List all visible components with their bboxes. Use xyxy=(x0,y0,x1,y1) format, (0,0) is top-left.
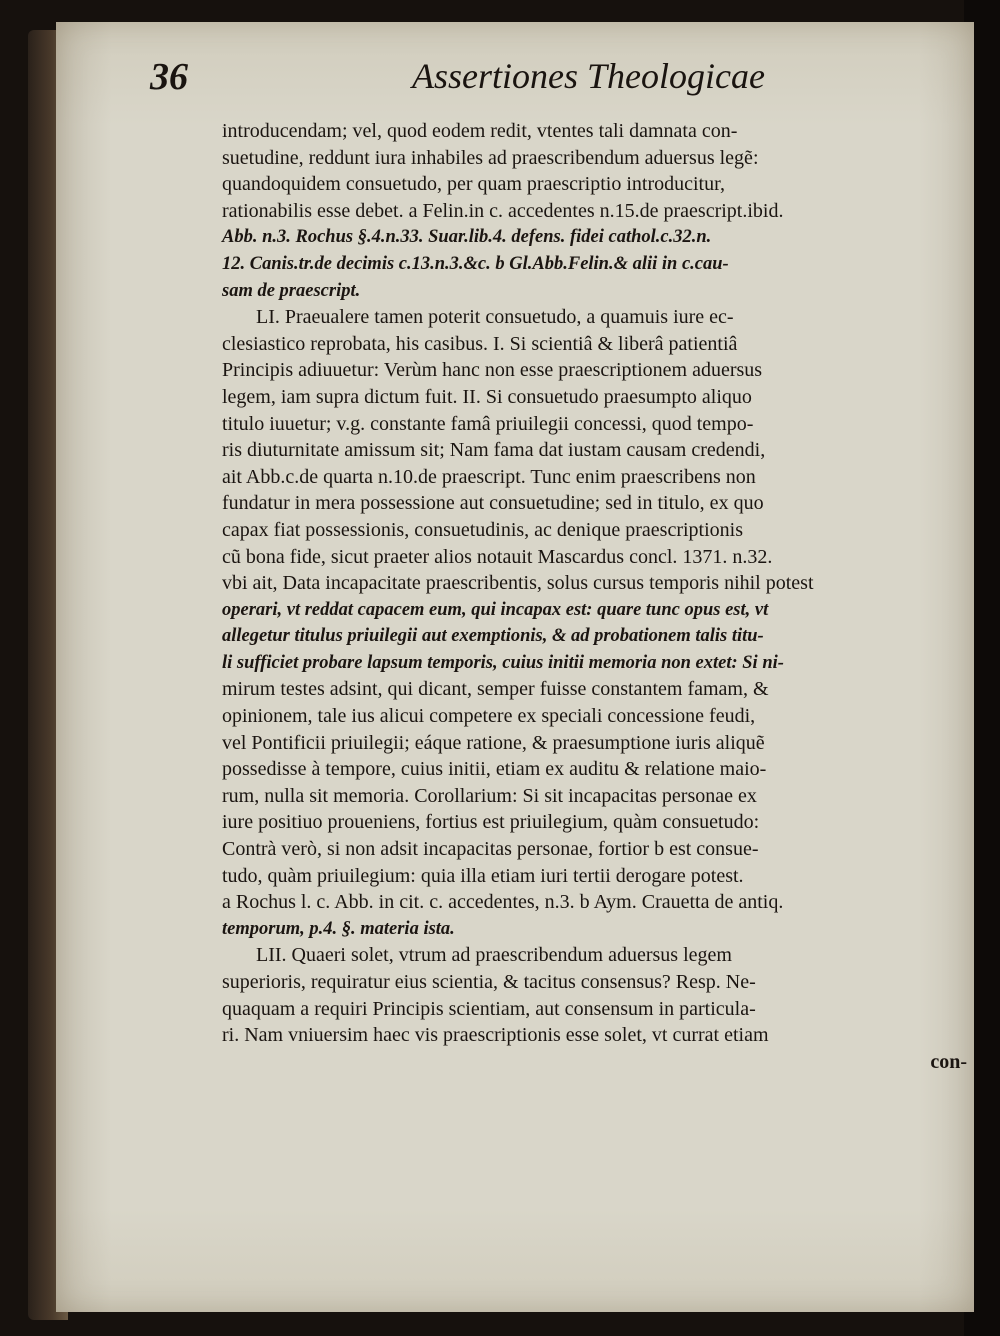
text-line: ait Abb.c.de quarta n.10.de praescript. Tunc enim praescribens non xyxy=(222,465,756,488)
text-line: capax fiat possessionis, consuetudinis, ac denique praescriptionis xyxy=(222,518,743,541)
text-line: possedisse à tempore, cuius initii, etiam ex auditu & relatione maio- xyxy=(222,758,767,781)
text-line: Principis adiuuetur: Verùm hanc non esse praescriptionem aduersus xyxy=(222,359,763,382)
text-line: titulo iuuetur; v.g. constante famâ priuilegii concessi, quod tempo- xyxy=(222,412,754,435)
text-line: rum, nulla sit memoria. Corollarium: Si sit incapacitas personae ex xyxy=(222,784,757,807)
text-line: cũ bona fide, sicut praeter alios notauit Mascardus concl. 1371. n.32. xyxy=(222,545,773,568)
text-line: suetudine, reddunt iura inhabiles ad praescribendum aduersus legẽ: xyxy=(222,146,759,169)
text-line: ri. Nam vniuersim haec vis praescriptionis esse solet, vt currat etiam xyxy=(222,1024,769,1047)
catchword: con- xyxy=(930,1050,967,1073)
page-header xyxy=(150,55,950,105)
text-line: LI. Praeualere tamen poterit consuetudo, a quamuis iure ec- xyxy=(256,306,734,329)
text-line: fundatur in mera possessione aut consuetudine; sed in titulo, ex quo xyxy=(222,492,764,515)
text-line: quandoquidem consuetudo, per quam praescriptio introducitur, xyxy=(222,173,725,196)
text-line: 12. Canis.tr.de decimis c.13.n.3.&c. b Gl.Abb.Felin.& alii in c.cau- xyxy=(222,253,729,274)
text-line: mirum testes adsint, qui dicant, semper fuisse constantem famam, & xyxy=(222,678,769,701)
text-line: ris diuturnitate amissum sit; Nam fama dat iustam causam credendi, xyxy=(222,439,766,462)
text-line: Abb. n.3. Rochus §.4.n.33. Suar.lib.4. defens. fidei cathol.c.32.n. xyxy=(222,227,712,248)
text-line: superioris, requiratur eius scientia, & tacitus consensus? Resp. Ne- xyxy=(222,971,756,993)
text-line: a Rochus l. c. Abb. in cit. c. accedentes, n.3. b Aym. Crauetta de antiq. xyxy=(222,891,784,914)
text-line: iure positiuo proueniens, fortius est priuilegium, quàm consuetudo: xyxy=(222,811,760,834)
text-line: temporum, p.4. §. materia ista. xyxy=(222,918,455,939)
page-number: 36 xyxy=(150,56,188,98)
body-text xyxy=(222,118,967,1075)
text-line: opinionem, tale ius alicui competere ex speciali concessione feudi, xyxy=(222,705,756,728)
text-line: quaquam a requiri Principis scientiam, aut consensum in particula- xyxy=(222,997,756,1020)
text-line: allegetur titulus priuilegii aut exemptionis, & ad probationem talis titu- xyxy=(222,626,764,647)
text-line: rationabilis esse debet. a Felin.in c. accedentes n.15.de praescript.ibid. xyxy=(222,199,784,222)
text-line: LII. Quaeri solet, vtrum ad praescribendum aduersus legem xyxy=(256,944,732,967)
text-line: sam de praescript. xyxy=(222,280,361,301)
text-line: legem, iam supra dictum fuit. II. Si consuetudo praesumpto aliquo xyxy=(222,385,752,408)
text-line: vbi ait, Data incapacitate praescribentis, solus cursus temporis nihil potest xyxy=(222,572,814,595)
text-line: operari, vt reddat capacem eum, qui incapax est: quare tunc opus est, vt xyxy=(222,599,769,620)
text-line: li sufficiet probare lapsum temporis, cuius initii memoria non extet: Si ni- xyxy=(222,652,784,673)
text-line: vel Pontificii priuilegii; eáque ratione, & praesumptione iuris aliquẽ xyxy=(222,731,765,754)
running-head: Assertiones Theologicae xyxy=(412,56,765,96)
text-line: clesiastico reprobata, his casibus. I. Si scientiâ & liberâ patientiâ xyxy=(222,332,738,355)
text-line: introducendam; vel, quod eodem redit, vtentes tali damnata con- xyxy=(222,120,738,142)
text-line: Contrà verò, si non adsit incapacitas personae, fortior b est consue- xyxy=(222,838,759,861)
text-line: tudo, quàm priuilegium: quia illa etiam iuri tertii derogare potest. xyxy=(222,864,744,887)
